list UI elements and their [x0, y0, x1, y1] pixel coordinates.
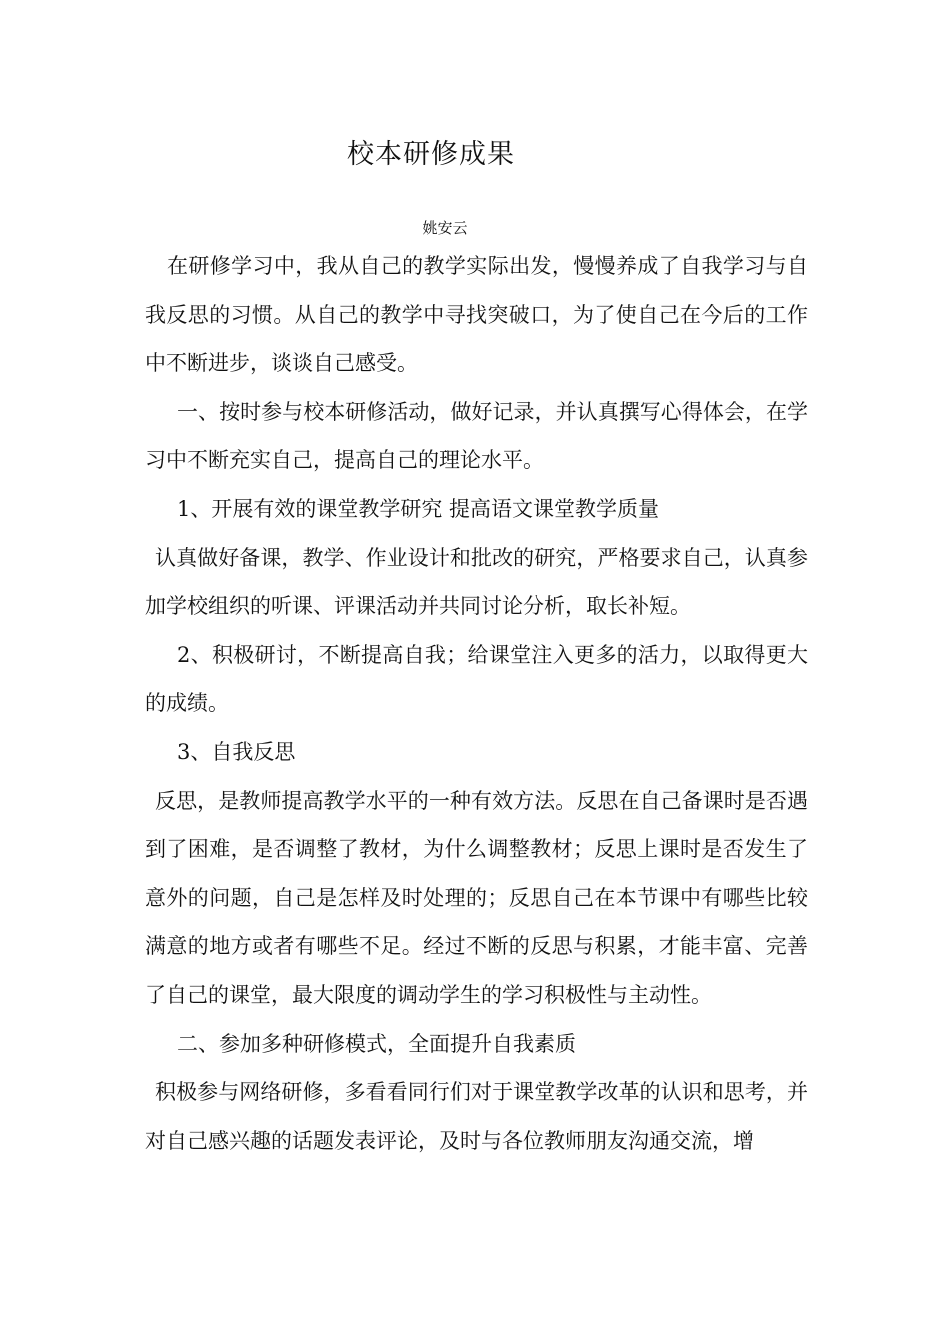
paragraph-section-one: 一、按时参与校本研修活动，做好记录，并认真撰写心得体会，在学习中不断充实自己，提高自己的理论水平。	[145, 399, 808, 473]
paragraph-item-one-heading: 1、开展有效的课堂教学研究 提高语文课堂教学质量	[177, 496, 660, 521]
paragraph-item-three-body: 反思，是教师提高教学水平的一种有效方法。反思在自己备课时是否遇到了困难，是否调整了教材，为什么调整教材；反思上课时是否发生了意外的问题，自己是怎样及时处理的；反思自己在本节课中有哪些比较满意的地方或者有哪些不足。经过不断的反思与积累，才能丰富、完善了自己的课堂，最大限度的调动学生的学习积极性与主动性。	[145, 788, 808, 1007]
paragraph-section-two-body: 积极参与网络研修，多看看同行们对于课堂教学改革的认识和思考，并对自己感兴趣的话题发表评论，及时与各位教师朋友沟通交流，增	[145, 1080, 808, 1153]
paragraph-item-one-body: 认真做好备课，教学、作业设计和批改的研究，严格要求自己，认真参加学校组织的听课、评课活动并共同讨论分析，取长补短。	[145, 545, 808, 619]
document-title: 校本研修成果	[347, 139, 515, 170]
paragraph-item-three-heading: 3、自我反思	[177, 739, 296, 764]
document-author: 姚安云	[422, 219, 468, 237]
document-body	[145, 242, 808, 1165]
paragraph-intro: 在研修学习中，我从自己的教学实际出发，慢慢养成了自我学习与自我反思的习惯。从自己的教学中寻找突破口，为了使自己在今后的工作中不断进步，谈谈自己感受。	[145, 254, 808, 376]
paragraph-item-two: 2、积极研讨，不断提高自我；给课堂注入更多的活力，以取得更大的成绩。	[145, 642, 808, 716]
paragraph-section-two: 二、参加多种研修模式，全面提升自我素质	[177, 1031, 576, 1056]
